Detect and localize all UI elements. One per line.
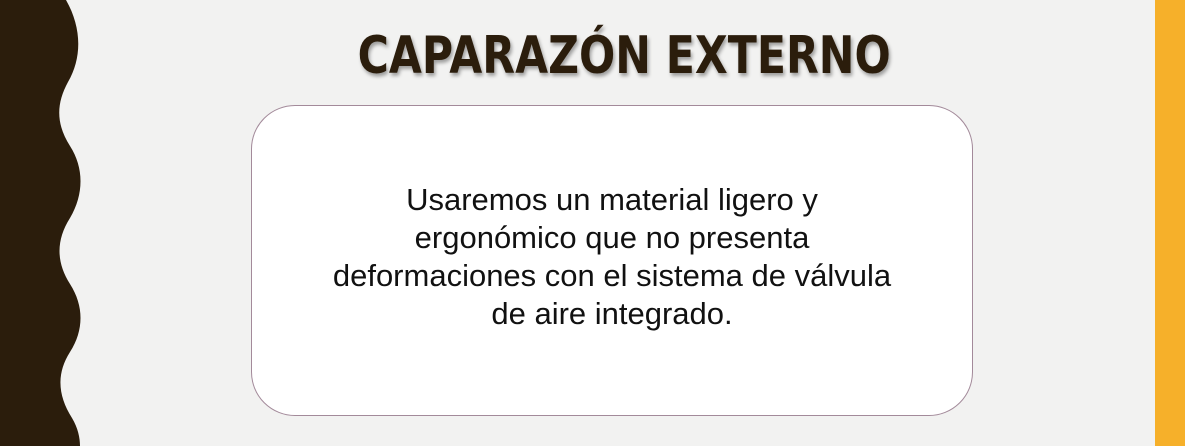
body-line-1: Usaremos un material ligero y	[406, 181, 818, 217]
body-line-3: deformaciones con el sistema de válvula	[332, 257, 892, 293]
content-box	[251, 105, 973, 416]
right-accent-stripe	[1155, 0, 1185, 446]
body-text	[292, 181, 932, 333]
body-line-2: ergonómico que no presenta	[414, 219, 810, 255]
body-line-4: de aire integrado.	[491, 295, 733, 331]
slide-title: CAPARAZÓN EXTERNO	[357, 26, 891, 86]
left-wave-decoration	[0, 0, 90, 446]
